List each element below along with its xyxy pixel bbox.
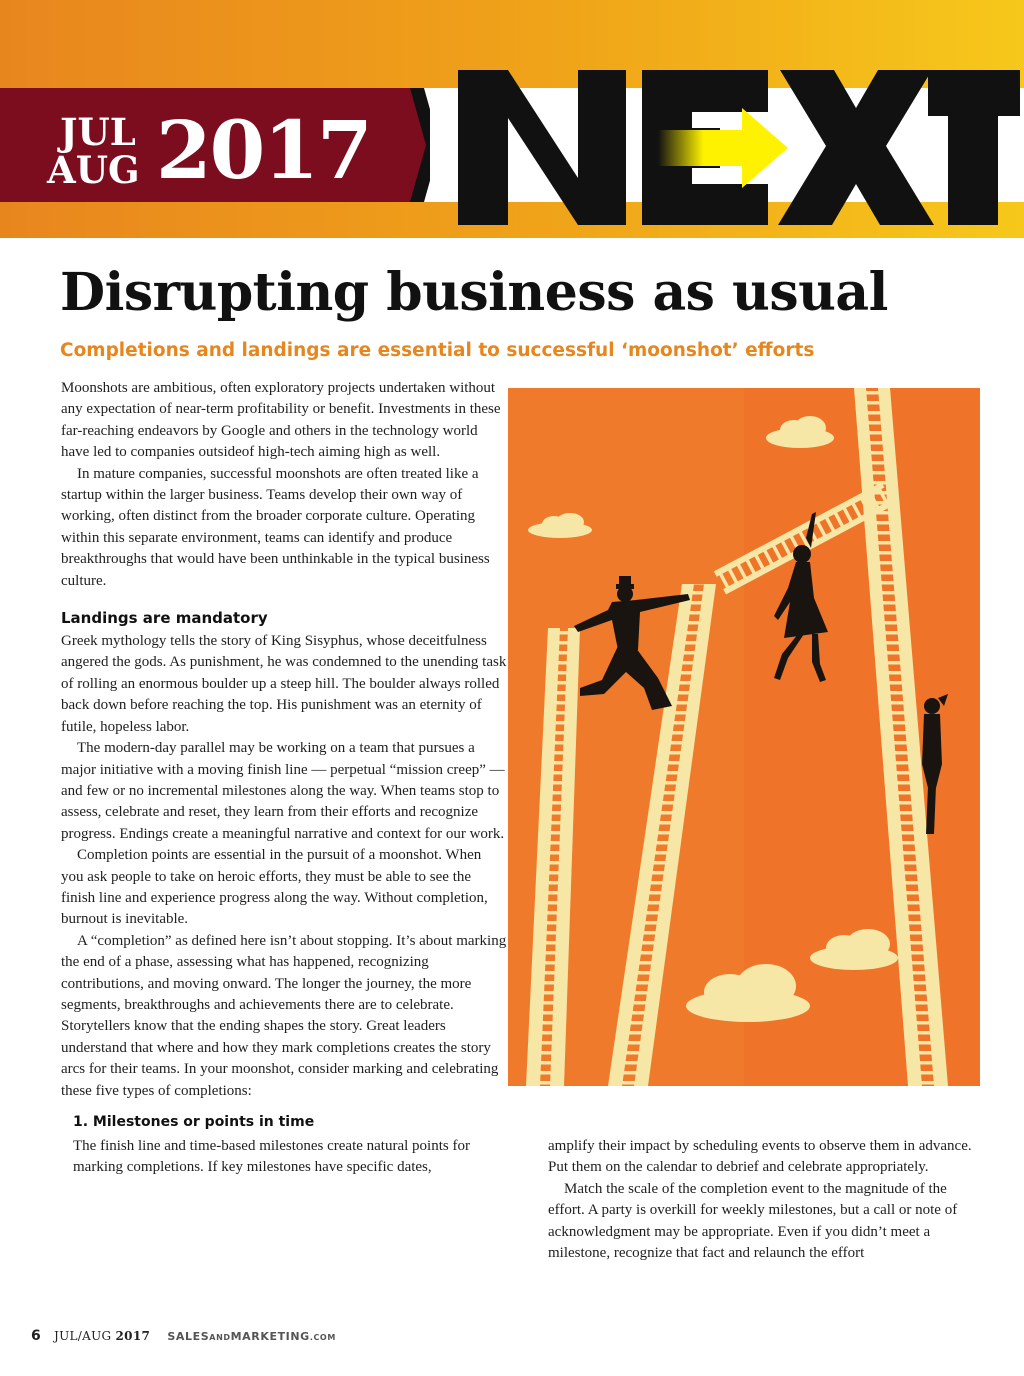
- list-item-paragraph-milestones: The finish line and time-based milestones create natural points for marking completions. If key milestones have specific dates,: [73, 1138, 470, 1176]
- right-paragraph-1: amplify their impact by scheduling events to observe them in advance. Put them on the calendar to debrief and celebrate appropriately.: [548, 1138, 972, 1176]
- article-subtitle: Completions and landings are essential to successful ‘moonshot’ efforts: [60, 340, 815, 361]
- page-footer: [31, 1327, 336, 1347]
- issue-month-2: AUG: [47, 148, 140, 192]
- section-heading-landings: Landings are mandatory: [61, 609, 268, 628]
- intro-paragraph-2: In mature companies, successful moonshots are often treated like a startup within the larger business. Teams develop their own way of working, often distinct from the broader corporate culture. Operating within this separate environment, teams can identify and produce breakthroughs that would have been unthinkable in the typical business culture.: [61, 465, 490, 589]
- page-number: 6: [31, 1328, 41, 1344]
- footer-website: [167, 1330, 336, 1343]
- issue-month-1: JUL: [60, 110, 136, 154]
- section-paragraph-4: A “completion” as defined here isn’t about stopping. It’s about marking the end of a phase, assessing what has happened, recognizing contributions, and moving onward. The longer the journey, the more segments, breakthroughs and achievements there are to celebrate. Storytellers know that the ending shapes the story. Great leaders understand that where and how they mark completions creates the story arcs for their teams. In your moonshot, consider marking and celebrating these five types of completions:: [61, 932, 507, 1099]
- right-paragraph-2: Match the scale of the completion event to the magnitude of the effort. A party is overkill for weekly milestones, but a call or note of acknowledgment may be appropriate. Even if you didn’t meet a milestone, recognize that fact and relaunch the effort: [548, 1180, 958, 1262]
- section-paragraph-2: The modern-day parallel may be working on a team that pursues a major initiative with a moving finish line — perpetual “mission creep” — and few or no incremental milestones along the way. When teams stop to assess, celebrate and reset, they learn from their efforts and recognize progress. Endings create a meaningful narrative and context for our work.: [61, 740, 505, 842]
- footer-site-part-3: MARKETING: [230, 1330, 310, 1343]
- section-paragraph-1: Greek mythology tells the story of King Sisyphus, whose deceitfulness angered the gods. As punishment, he was condemned to the unending task of rolling an enormous boulder up a steep hill. The boulder always rolled back down before reaching the top. His punishment was an eternity of futile, hopeless labor.: [61, 633, 507, 735]
- footer-site-part-2: AND: [209, 1333, 231, 1342]
- next-logo: [420, 60, 1020, 235]
- article-column-left: [61, 378, 507, 1179]
- article-title: Disrupting business as usual: [60, 262, 888, 323]
- footer-site-part-4: .COM: [309, 1333, 336, 1342]
- intro-paragraph-1: Moonshots are ambitious, often exploratory projects undertaken without any expectation of near-term profitability or benefit. Investments in these far-reaching endeavors by Google and others in the technology world have led to companies outsideof high-tech aiming high as well.: [61, 380, 501, 461]
- footer-issue: [54, 1329, 150, 1343]
- list-item-heading-milestones: 1. Milestones or points in time: [73, 1114, 315, 1130]
- footer-site-part-1: SALES: [167, 1330, 210, 1343]
- footer-issue-month: JUL/AUG: [54, 1329, 112, 1343]
- footer-issue-year: 2017: [115, 1329, 151, 1343]
- header-banner: [0, 0, 1024, 238]
- article-column-right: [548, 1136, 980, 1264]
- ladders-illustration: [508, 388, 980, 1086]
- issue-year: 2017: [156, 103, 371, 197]
- section-paragraph-3: Completion points are essential in the pursuit of a moonshot. When you ask people to take on heroic efforts, they must be able to see the finish line and experience progress along the way. Without completion, burnout is inevitable.: [61, 847, 488, 928]
